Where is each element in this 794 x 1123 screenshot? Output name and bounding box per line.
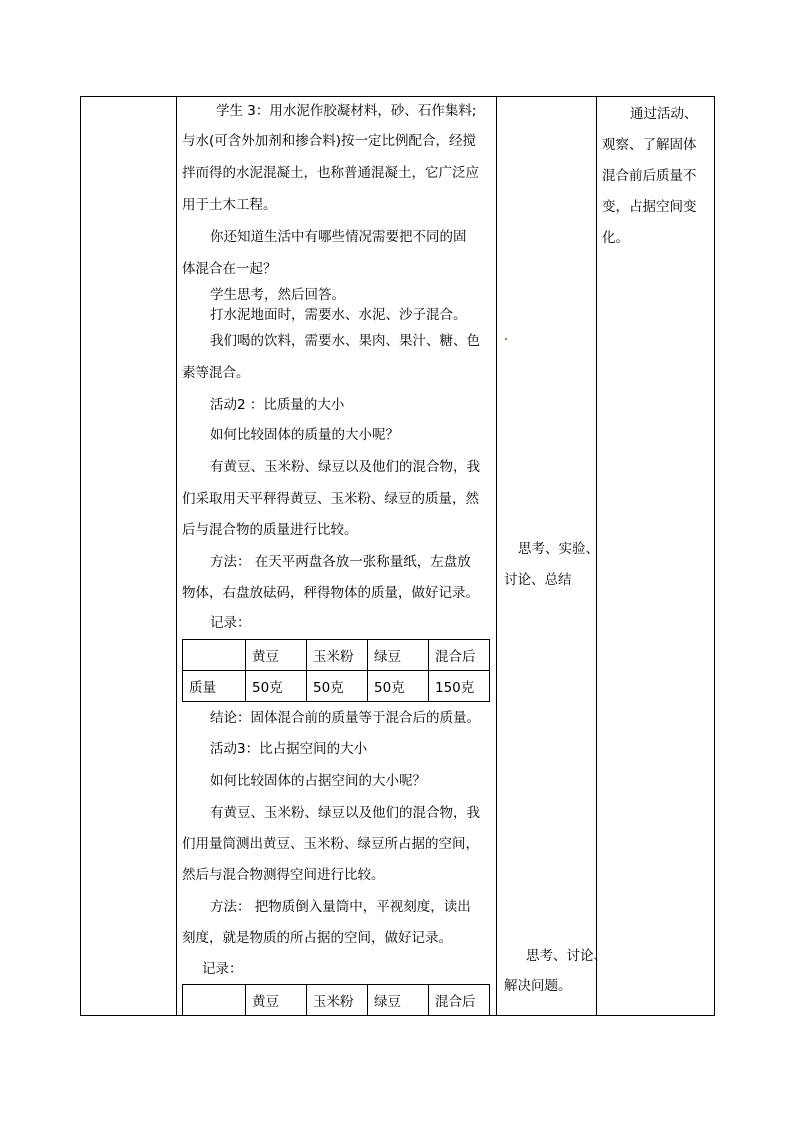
content-line: 方法： 把物质倒入量筒中，平视刻度，读出 [210, 899, 471, 915]
student-activity-text: 思考、讨论、 [526, 948, 607, 964]
content-line: 物体，右盘放砝码，秤得物体的质量，做好记录。 [182, 585, 479, 601]
content-line: 如何比较固体的质量的大小呢？ [210, 427, 399, 443]
design-intent-text: 观察、了解固体 [602, 137, 697, 153]
content-line: 有黄豆、玉米粉、绿豆以及他们的混合物，我 [210, 459, 480, 475]
content-line: 方法： 在天平两盘各放一张称量纸，左盘放 [210, 554, 471, 570]
content-line: 与水(可含外加剂和掺合料)按一定比例配合，经搅 [182, 133, 477, 149]
column-divider-1 [176, 96, 177, 1016]
table-row [183, 671, 490, 702]
content-line: 结论：固体混合前的质量等于混合后的质量。 [210, 710, 480, 726]
content-line: 有黄豆、玉米粉、绿豆以及他们的混合物，我 [210, 805, 480, 821]
design-intent-text: 变，占据空间变 [602, 199, 697, 215]
content-line: 后与混合物的质量进行比较。 [182, 522, 358, 538]
stray-mark [505, 338, 507, 340]
content-line: 学生 3：用水泥作胶凝材料，砂、石作集料; [216, 103, 477, 119]
table-cell [183, 985, 246, 1016]
table-row [183, 985, 490, 1016]
table-cell: 绿豆 [368, 640, 429, 671]
content-line: 你还知道生活中有哪些情况需要把不同的固 [210, 229, 467, 245]
content-line: 如何比较固体的占据空间的大小呢？ [210, 773, 426, 789]
design-intent-text: 通过活动、 [630, 106, 698, 122]
content-line: 素等混合。 [182, 365, 250, 381]
mass-record-table [182, 639, 490, 702]
content-line: 体混合在一起？ [182, 261, 277, 277]
content-line: 记录： [210, 615, 251, 631]
table-cell: 50克 [246, 671, 307, 702]
content-line: 活动2 ：比质量的大小 [210, 397, 345, 413]
content-line: 拌而得的水泥混凝土，也称普通混凝土，它广泛应 [182, 165, 479, 181]
content-line: 打水泥地面时，需要水、水泥、沙子混合。 [210, 307, 467, 323]
table-cell: 混合后 [429, 985, 490, 1016]
space-record-table [182, 984, 490, 1016]
content-line: 刻度，就是物质的所占据的空间，做好记录。 [182, 930, 452, 946]
student-activity-text: 思考、实验、 [518, 541, 599, 557]
student-activity-text: 解决问题。 [504, 978, 572, 994]
table-right-border [714, 96, 715, 1016]
student-activity-text: 讨论、总结 [504, 572, 572, 588]
table-cell: 黄豆 [246, 985, 307, 1016]
table-cell: 50克 [307, 671, 368, 702]
table-cell: 50克 [368, 671, 429, 702]
design-intent-text: 混合前后质量不 [602, 168, 697, 184]
content-line: 们采取用天平秤得黄豆、玉米粉、绿豆的质量，然 [182, 491, 479, 507]
column-divider-2 [496, 96, 497, 1016]
content-line: 用于土木工程。 [182, 197, 277, 213]
content-line: 学生思考，然后回答。 [210, 287, 345, 303]
table-row [183, 640, 490, 671]
table-cell: 150克 [429, 671, 490, 702]
table-cell: 玉米粉 [307, 640, 368, 671]
design-intent-text: 化。 [602, 230, 629, 246]
content-line: 然后与混合物测得空间进行比较。 [182, 867, 385, 883]
content-line: 们用量筒测出黄豆、玉米粉、绿豆所占据的空间， [182, 836, 479, 852]
table-cell: 绿豆 [368, 985, 429, 1016]
table-cell: 质量 [183, 671, 246, 702]
table-cell: 黄豆 [246, 640, 307, 671]
table-cell: 混合后 [429, 640, 490, 671]
content-line: 记录： [202, 961, 243, 977]
table-cell: 玉米粉 [307, 985, 368, 1016]
table-left-border [80, 96, 81, 1016]
content-line: 我们喝的饮料，需要水、果肉、果汁、糖、色 [210, 333, 480, 349]
content-line: 活动3：比占据空间的大小 [210, 741, 368, 757]
table-cell [183, 640, 246, 671]
